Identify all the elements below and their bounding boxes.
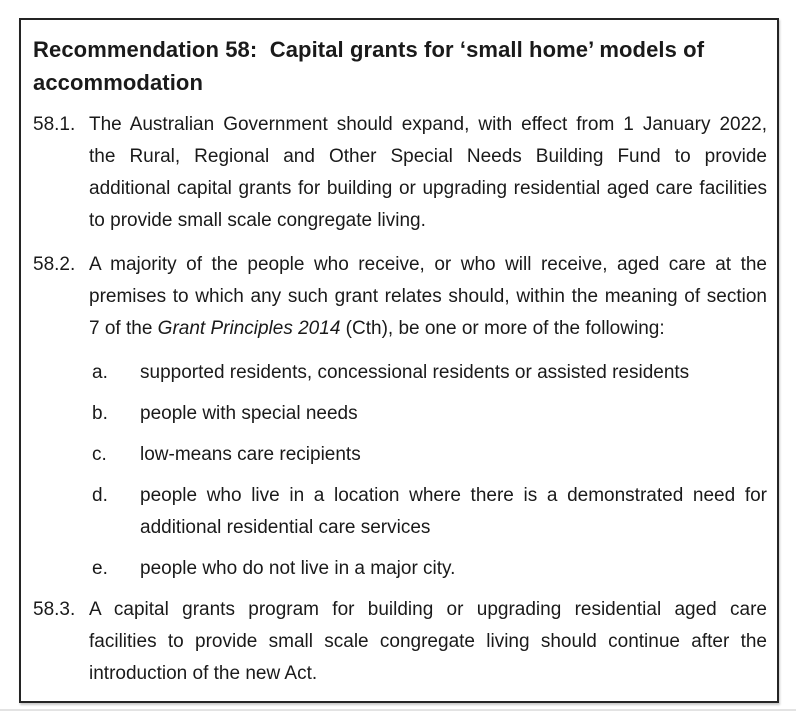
paragraph-line: facilities to provide small scale congregate living should continue after the — [89, 631, 767, 652]
paragraph-line: premises to which any such grant relates should, within the meaning of section — [89, 286, 767, 307]
list-item-text — [140, 439, 767, 471]
list-item-line: people who live in a location where there is a demonstrated need for — [140, 485, 767, 506]
paragraph-text — [89, 249, 767, 345]
recommendation-box — [19, 18, 779, 703]
list-item-line: people with special needs — [140, 403, 358, 424]
list-letter: c. — [92, 444, 107, 465]
paragraph-58-2 — [33, 249, 767, 345]
list-item-e — [92, 553, 767, 585]
recommendation-title — [33, 33, 767, 99]
paragraph-line: introduction of the new Act. — [89, 663, 318, 684]
list-letter: e. — [92, 558, 108, 579]
list-item-text — [140, 480, 767, 544]
list-item-line: additional residential care services — [140, 517, 431, 538]
paragraph-58-3 — [33, 594, 767, 690]
list-item-c — [92, 439, 767, 471]
list-letter: d. — [92, 485, 108, 506]
paragraph-number: 58.1. — [33, 114, 76, 135]
list-item-b — [92, 398, 767, 430]
citation-prefix: 7 of the — [89, 318, 158, 339]
list-item-text — [140, 398, 767, 430]
list-item-text — [140, 553, 767, 585]
paragraph-line: The Australian Government should expand, with effect from 1 January 2022, — [89, 114, 767, 135]
paragraph-line: to provide small scale congregate living. — [89, 210, 426, 231]
paragraph-line: A capital grants program for building or upgrading residential aged care — [89, 599, 767, 620]
recommendation-title-line-2: accommodation — [33, 70, 203, 95]
paragraph-number: 58.2. — [33, 254, 76, 275]
list-item-line: low-means care recipients — [140, 444, 361, 465]
criteria-list — [92, 357, 767, 585]
page-edge-shadow-line — [0, 709, 796, 711]
list-letter: b. — [92, 403, 108, 424]
citation-suffix: (Cth), be one or more of the following: — [340, 318, 665, 339]
citation-italic: Grant Principles 2014 — [157, 318, 341, 339]
paragraph-number: 58.3. — [33, 599, 76, 620]
paragraph-line: the Rural, Regional and Other Special Needs Building Fund to provide — [89, 146, 767, 167]
list-item-text — [140, 357, 767, 389]
paragraph-line — [89, 313, 767, 345]
list-item-a — [92, 357, 767, 389]
list-item-line: people who do not live in a major city. — [140, 558, 456, 579]
paragraph-58-1 — [33, 109, 767, 237]
paragraph-line: additional capital grants for building or upgrading residential aged care facilities — [89, 178, 767, 199]
list-letter: a. — [92, 362, 108, 383]
list-item-d — [92, 480, 767, 544]
recommendation-title-line-1: Recommendation 58: Capital grants for ‘small home’ models of — [33, 37, 705, 62]
list-item-line: supported residents, concessional residents or assisted residents — [140, 362, 690, 383]
paragraph-text — [89, 109, 767, 237]
paragraph-text — [89, 594, 767, 690]
paragraph-line: A majority of the people who receive, or who will receive, aged care at the — [89, 254, 767, 275]
